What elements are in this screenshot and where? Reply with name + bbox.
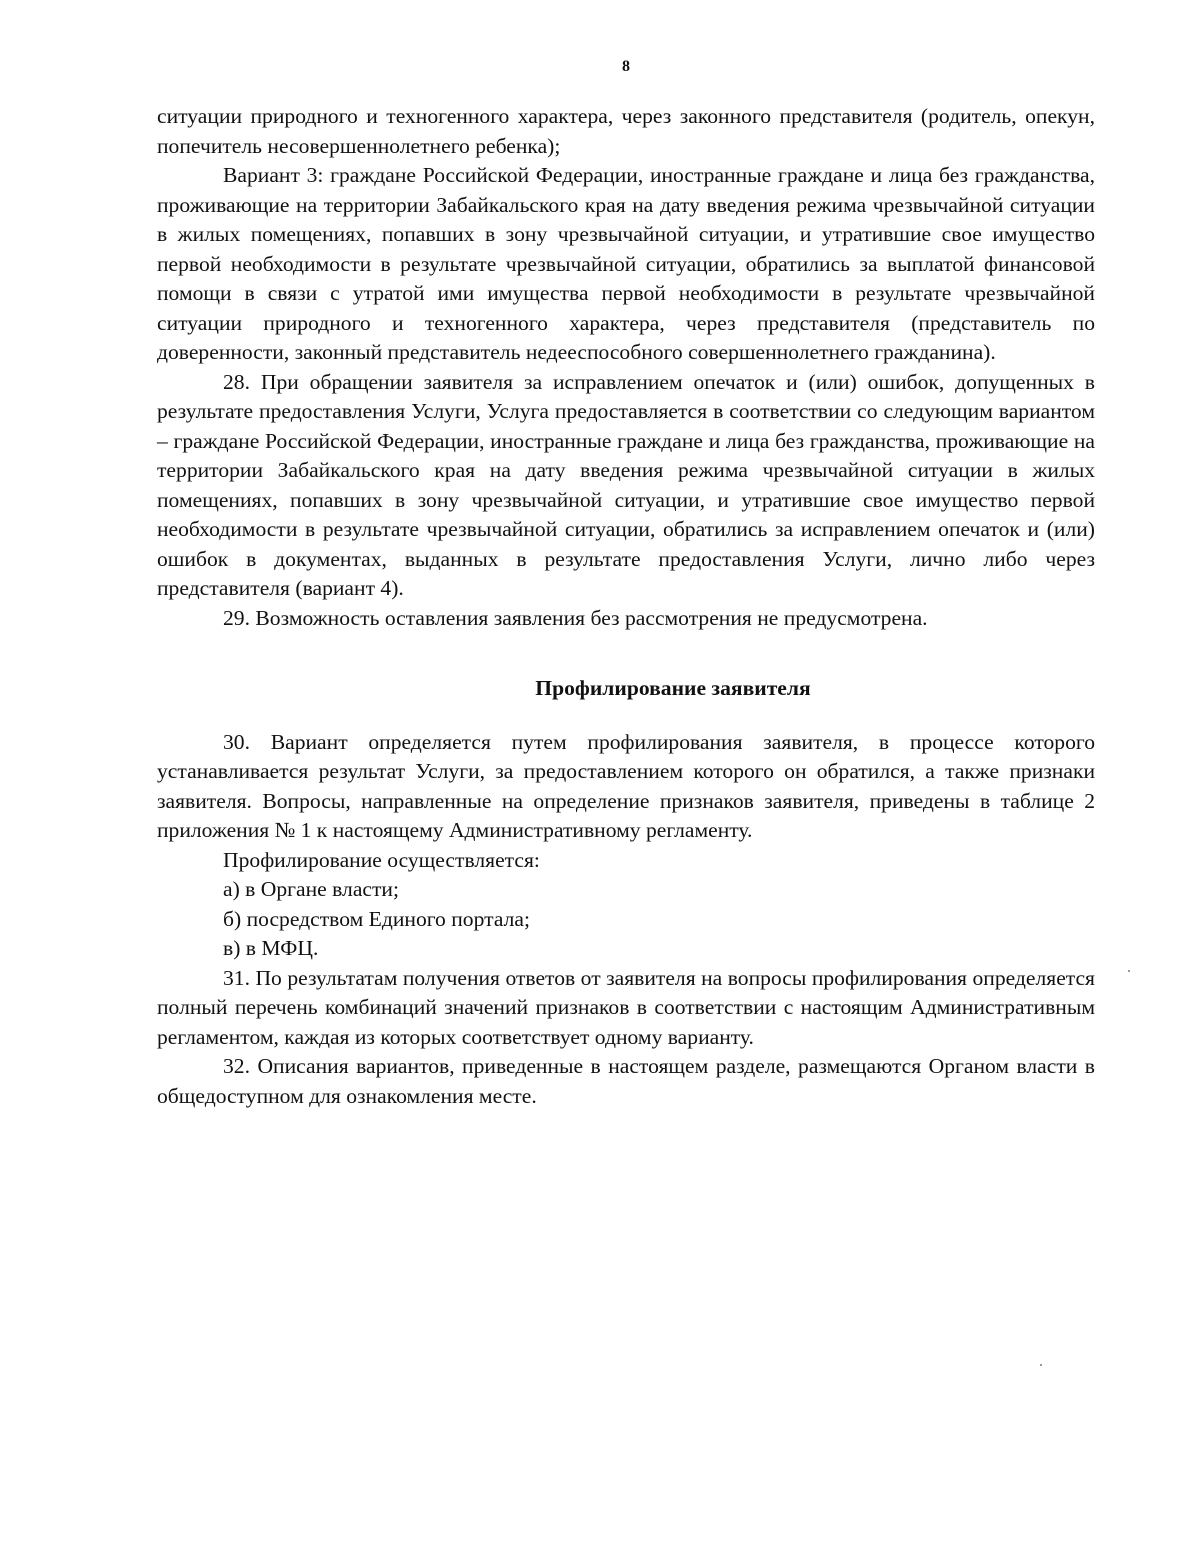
paragraph-continuation: ситуации природного и техногенного характера, через законного представителя (родитель, опекун, попечитель несовершеннолетнего ребенка); [157, 104, 1095, 158]
paragraph-32: 32. Описания вариантов, приведенные в настоящем разделе, размещаются Органом власти в общедоступном для ознакомления месте. [157, 1054, 1095, 1108]
paragraph-31: 31. По результатам получения ответов от заявителя на вопросы профилирования определяется полный перечень комбинаций значений признаков в соответствии с настоящим Административным регламентом, каждая из которых соответствует одному варианту. [157, 965, 1095, 1049]
section-heading: Профилирование заявителя [535, 676, 811, 700]
profiling-intro: Профилирование осуществляется: [223, 847, 540, 872]
page-number: 8 [622, 58, 630, 75]
scan-speck [1040, 1364, 1042, 1366]
scan-speck [1128, 970, 1130, 972]
paragraph-29: 29. Возможность оставления заявления без рассмотрения не предусмотрена. [223, 605, 928, 630]
document-body [157, 102, 1095, 1111]
paragraph-28: 28. При обращении заявителя за исправлением опечаток и (или) ошибок, допущенных в результате предоставления Услуги, Услуга предоставляется в соответствии со следующим вариантом – граждане Российской Федерации, иностранные граждане и лица без гражданства, проживающие на территории Забайкальского края на дату введения режима чрезвычайной ситуации в жилых помещениях, попавших в зону чрезвычайной ситуации, и утратившие свое имущество первой необходимости в результате чрезвычайной ситуации, обратились за исправлением опечаток и (или) ошибок в документах, выданных в результате предоставления Услуги, лично либо через представителя (вариант 4). [157, 369, 1095, 600]
list-item: а) в Органе власти; [223, 877, 399, 901]
paragraph-variant-3: Вариант 3: граждане Российской Федерации, иностранные граждане и лица без гражданства, проживающие на территории Забайкальского края на дату введения режима чрезвычайной ситуации в жилых помещениях, попавших в зону чрезвычайной ситуации, и утратившие свое имущество первой необходимости в результате чрезвычайной ситуации, обратились за выплатой финансовой помощи в связи с утратой ими имущества первой необходимости в результате чрезвычайной ситуации природного и техногенного характера, через представителя (представитель по доверенности, законный представитель недееспособного совершеннолетнего гражданина). [157, 163, 1095, 364]
list-item: в) в МФЦ. [223, 936, 319, 960]
list-item: б) посредством Единого портала; [223, 906, 530, 931]
paragraph-30: 30. Вариант определяется путем профилирования заявителя, в процессе которого устанавливается результат Услуги, за предоставлением которого он обратился, а также признаки заявителя. Вопросы, направленные на определение признаков заявителя, приведены в таблице 2 приложения № 1 к настоящему Административному регламенту. [157, 729, 1095, 842]
